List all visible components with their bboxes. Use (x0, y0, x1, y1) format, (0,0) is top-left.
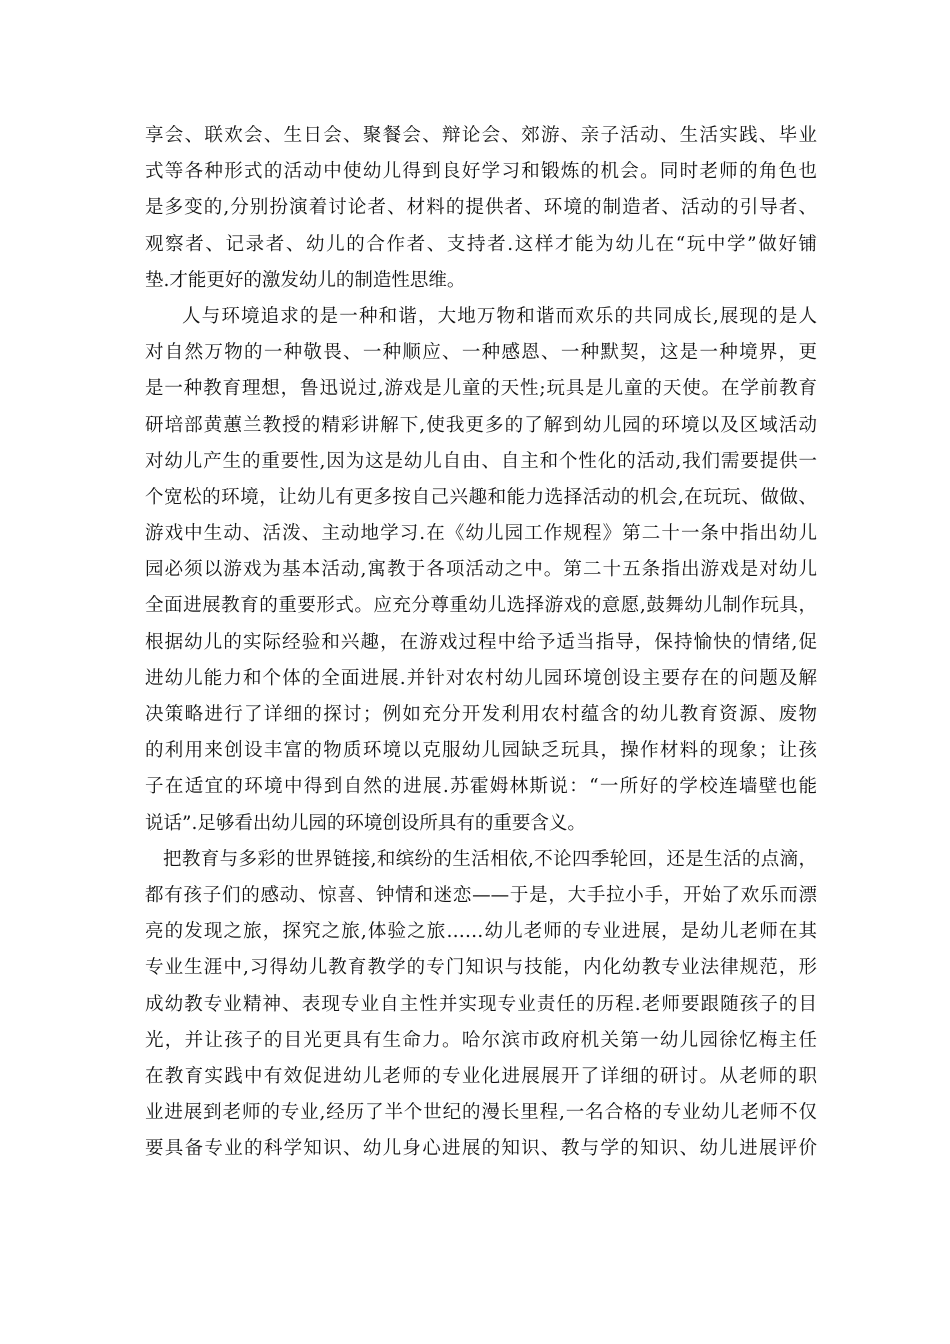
text-line: 园必须以游戏为基本活动,寓教于各项活动之中。第二十五条指出游戏是对幼儿 (145, 559, 817, 581)
text-line: 专业生涯中,习得幼儿教育教学的专门知识与技能，内化幼教专业法律规范，形 (145, 957, 817, 979)
body-text (145, 118, 817, 1167)
text-line: 进幼儿能力和个体的全面进展.并针对农村幼儿园环境创设主要存在的问题及解 (145, 667, 817, 689)
text-line: 的利用来创设丰富的物质环境以克服幼儿园缺乏玩具，操作材料的现象；让孩 (145, 740, 817, 762)
paragraph-start-line: 把教育与多彩的世界链接,和缤纷的生活相依,不论四季轮回，还是生活的点滴， (163, 848, 817, 870)
text-line: 要具备专业的科学知识、幼儿身心进展的知识、教与学的知识、幼儿进展评价 (145, 1138, 817, 1160)
text-line: 光，并让孩子的目光更具有生命力。哈尔滨市政府机关第一幼儿园徐忆梅主任 (145, 1029, 817, 1051)
text-line: 成幼教专业精神、表现专业自主性并实现专业责任的历程.老师要跟随孩子的目 (145, 993, 817, 1015)
text-line: 观察者、记录者、幼儿的合作者、支持者.这样才能为幼儿在“玩中学”做好铺 (145, 233, 817, 255)
text-line: 对自然万物的一种敬畏、一种顺应、一种感恩、一种默契，这是一种境界，更 (145, 342, 817, 364)
text-line: 对幼儿产生的重要性,因为这是幼儿自由、自主和个性化的活动,我们需要提供一 (145, 450, 817, 472)
text-line: 游戏中生动、活泼、主动地学习.在《幼儿园工作规程》第二十一条中指出幼儿 (145, 523, 817, 545)
text-line: 都有孩子们的感动、惊喜、钟情和迷恋——于是，大手拉小手，开始了欢乐而漂 (145, 884, 817, 906)
text-line: 决策略进行了详细的探讨；例如充分开发利用农村蕴含的幼儿教育资源、废物 (145, 704, 817, 725)
text-line: 是多变的,分别扮演着讨论者、材料的提供者、环境的制造者、活动的引导者、 (145, 197, 817, 219)
text-line: 个宽松的环境，让幼儿有更多按自己兴趣和能力选择活动的机会,在玩玩、做做、 (145, 486, 817, 508)
text-line: 式等各种形式的活动中使幼儿得到良好学习和锻炼的机会。同时老师的角色也 (145, 161, 817, 183)
text-line: 亮的发现之旅，探究之旅,体验之旅……幼儿老师的专业进展，是幼儿老师在其 (145, 921, 817, 943)
paragraph-start-line: 人与环境追求的是一种和谐，大地万物和谐而欢乐的共同成长,展现的是人 (182, 305, 817, 327)
text-line: 在教育实践中有效促进幼儿老师的专业化进展展开了详细的研讨。从老师的职 (145, 1065, 817, 1087)
text-line: 子在适宜的环境中得到自然的进展.苏霍姆林斯说：“一所好的学校连墙壁也能 (145, 776, 817, 798)
text-line: 享会、联欢会、生日会、聚餐会、辩论会、郊游、亲子活动、生活实践、毕业 (145, 125, 817, 146)
text-line: 全面进展教育的重要形式。应充分尊重幼儿选择游戏的意愿,鼓舞幼儿制作玩具， (145, 595, 817, 617)
text-line: 说话”.足够看出幼儿园的环境创设所具有的重要含义。 (145, 812, 586, 834)
text-line: 是一种教育理想，鲁迅说过,游戏是儿童的天性;玩具是儿童的天使。在学前教育 (145, 378, 817, 400)
text-line: 垫.才能更好的激发幼儿的制造性思维。 (145, 269, 466, 291)
text-line: 研培部黄蕙兰教授的精彩讲解下,使我更多的了解到幼儿园的环境以及区域活动 (145, 414, 817, 436)
text-line: 根据幼儿的实际经验和兴趣，在游戏过程中给予适当指导，保持愉快的情绪,促 (145, 631, 817, 653)
text-line: 业进展到老师的专业,经历了半个世纪的漫长里程,一名合格的专业幼儿老师不仅 (145, 1102, 817, 1124)
